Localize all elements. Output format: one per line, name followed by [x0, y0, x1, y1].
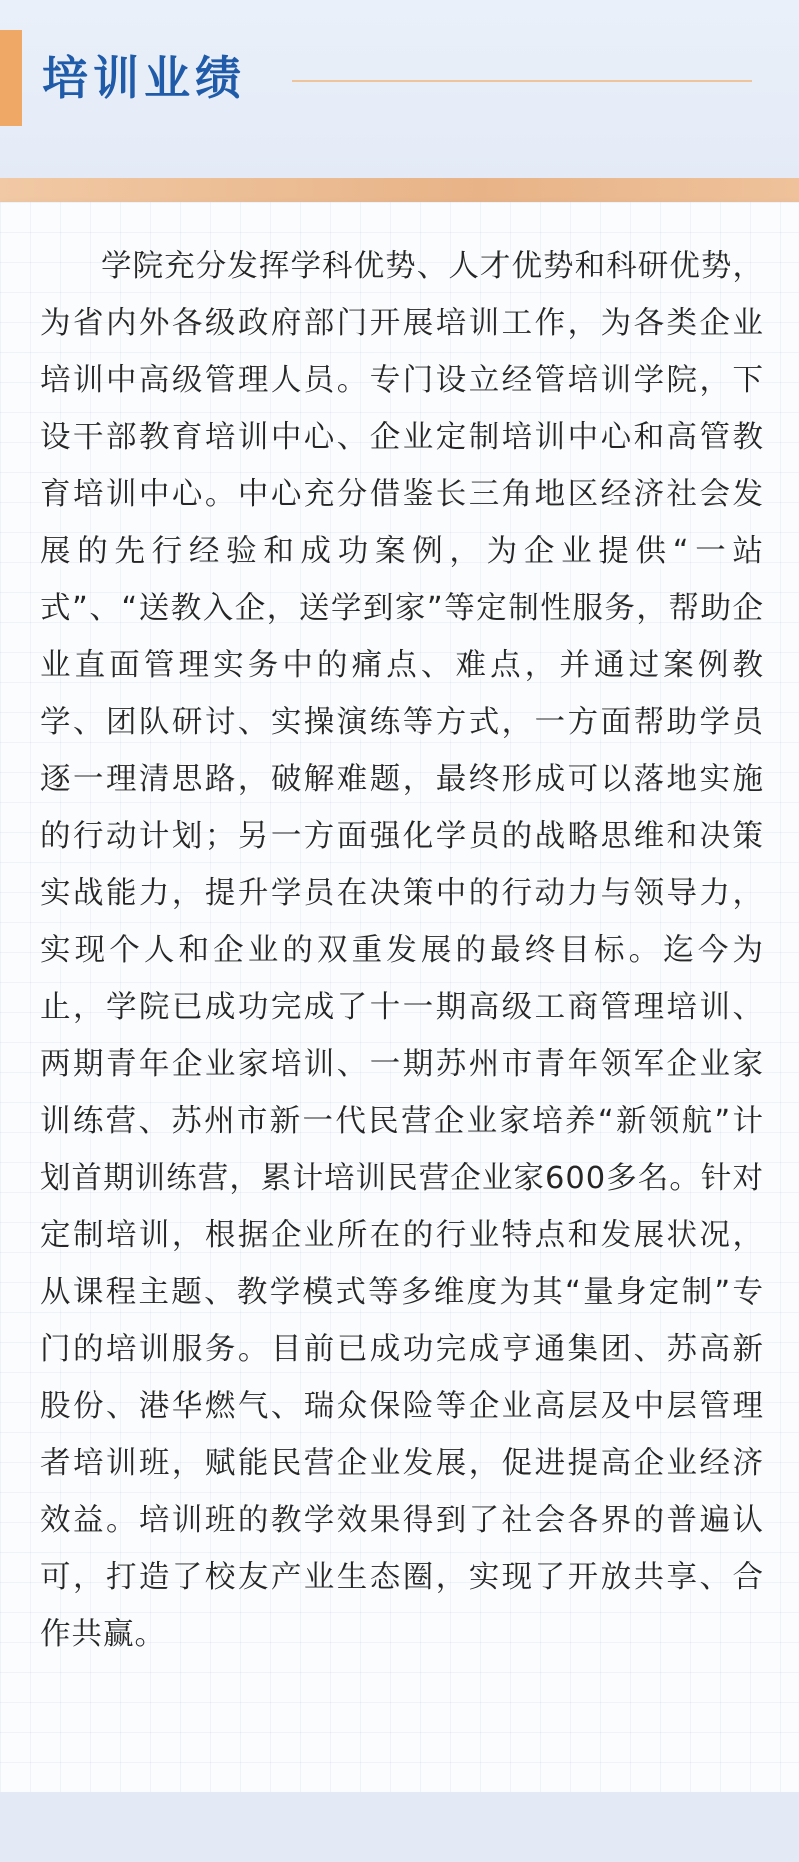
section-title: 培训业绩 — [42, 51, 246, 105]
header-band — [0, 178, 799, 202]
section-header — [0, 0, 799, 178]
title-divider — [292, 80, 752, 82]
page-footer — [0, 1792, 799, 1862]
training-achievements-paragraph: 学院充分发挥学科优势、人才优势和科研优势，为省内外各级政府部门开展培训工作，为各类企业培训中高级管理人员。专门设立经管培训学院，下设干部教育培训中心、企业定制培训中心和高管教育培训中心。中心充分借鉴长三角地区经济社会发展的先行经验和成功案例，为企业提供“一站式”、“送教入企，送学到家”等定制性服务，帮助企业直面管理实务中的痛点、难点，并通过案例教学、团队研讨、实操演练等方式，一方面帮助学员逐一理清思路，破解难题，最终形成可以落地实施的行动计划；另一方面强化学员的战略思维和决策实战能力，提升学员在决策中的行动力与领导力，实现个人和企业的双重发展的最终目标。迄今为止，学院已成功完成了十一期高级工商管理培训、两期青年企业家培训、一期苏州市青年领军企业家训练营、苏州市新一代民营企业家培养“新领航”计划首期训练营，累计培训民营企业家600多名。针对定制培训，根据企业所在的行业特点和发展状况，从课程主题、教学模式等多维度为其“量身定制”专门的培训服务。目前已成功完成亨通集团、苏高新股份、港华燃气、瑞众保险等企业高层及中层管理者培训班，赋能民营企业发展，促进提高企业经济效益。培训班的教学效果得到了社会各界的普遍认可，打造了校友产业生态圈，实现了开放共享、合作共赢。 — [40, 249, 764, 1652]
content-panel — [0, 202, 799, 1792]
header-accent-bar — [0, 30, 22, 126]
